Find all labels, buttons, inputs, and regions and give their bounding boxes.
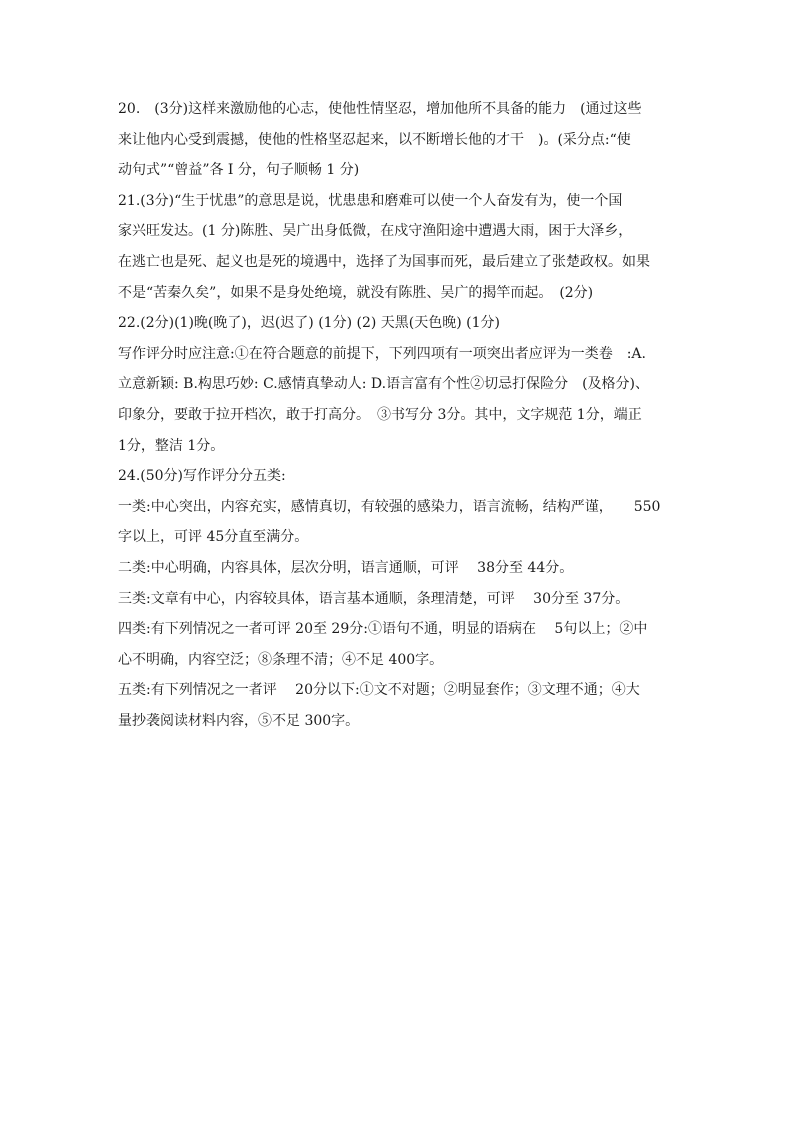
line-q22: 22.(2分)(1)晚(晚了)，迟(迟了) (1分) (2) 天黑(天色晚) (1分) bbox=[118, 315, 500, 332]
line-class-2: 二类:中心明确，内容具体，层次分明，语言通顺，可评 38分至 44分。 bbox=[118, 559, 574, 576]
answer-key-page bbox=[118, 101, 708, 729]
line-writing-note-c: 印象分，要敢于拉开档次，敢于打高分。 ③书写分 3分。其中，文字规范 1分，端正 bbox=[118, 406, 642, 423]
line-q20-a: 20. (3分)这样来激励他的心志，使他性情坚忍，增加他所不具备的能力 (通过这些 bbox=[118, 101, 642, 117]
line-class-4-b: 心不明确，内容空泛；⑧条理不清；④不足 400字。 bbox=[118, 651, 444, 668]
line-q21-b: 家兴旺发达。(1 分)陈胜、吴广出身低微，在戍守渔阳途中遭遇大雨，困于大泽乡， bbox=[118, 223, 633, 240]
line-q20-b: 来让他内心受到震撼，使他的性格坚忍起来，以不断增长他的才干 )。(采分点:“使 bbox=[118, 131, 631, 148]
line-class-1-a: 一类:中心突出，内容充实，感情真切，有较强的感染力，语言流畅，结构严谨， 550 bbox=[118, 498, 661, 515]
line-writing-note-d: 1分，整洁 1分。 bbox=[118, 437, 225, 454]
line-q21-a: 21.(3分)“生于忧患”的意思是说，忧患患和磨难可以使一个人奋发有为，使一个国 bbox=[118, 192, 623, 209]
line-writing-note-a: 写作评分时应注意:①在符合题意的前提下，下列四项有一项突出者应评为一类卷 :A. bbox=[118, 345, 646, 362]
line-class-4-a: 四类:有下列情况之一者可评 20至 29分:①语句不通，明显的语病在 5句以上；②中 bbox=[118, 621, 648, 638]
line-q24-heading: 24.(50分)写作评分分五类: bbox=[118, 468, 286, 485]
line-writing-note-b: 立意新颖: B.构思巧妙: C.感情真挚动人: D.语言富有个性②切忌打保险分 (及格分)、 bbox=[118, 376, 649, 393]
line-class-1-b: 字以上，可评 45分直至满分。 bbox=[118, 529, 309, 546]
line-class-5-a: 五类:有下列情况之一者评 20分以下:①文不对题；②明显套作；③文理不通；④大 bbox=[118, 682, 640, 699]
line-q21-c: 在逃亡也是死、起义也是死的境遇中，选择了为国事而死，最后建立了张楚政权。如果 bbox=[118, 253, 650, 270]
line-class-3: 三类:文章有中心，内容较具体，语言基本通顺，条理清楚，可评 30分至 37分。 bbox=[118, 590, 630, 607]
line-q21-d: 不是“苦秦久矣”，如果不是身处绝境，就没有陈胜、吴广的揭竿而起。 (2分) bbox=[118, 284, 594, 301]
line-q20-c: 动句式”“曾益”各 I 分，句子顺畅 1 分) bbox=[118, 162, 360, 179]
line-class-5-b: 量抄袭阅读材料内容，⑤不足 300字。 bbox=[118, 712, 360, 729]
